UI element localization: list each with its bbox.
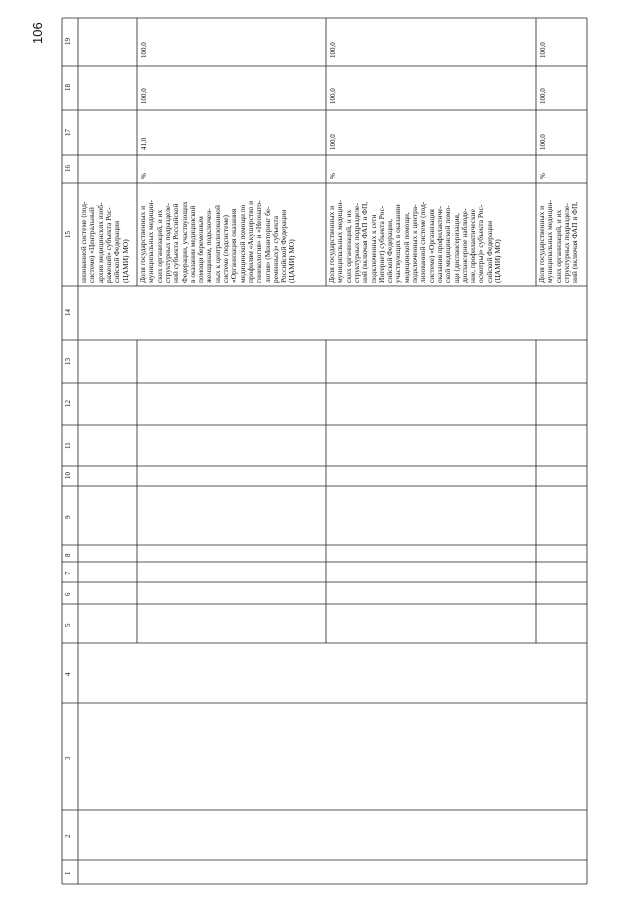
indicator-text-line: системе (подсистеме): [221, 215, 230, 283]
indicator-text-line: (ЦАМИ) МО): [120, 239, 130, 283]
page-number: 106: [30, 22, 45, 44]
indicator-text-line: женщинам, подключен-: [204, 208, 214, 283]
indicator-text-line: (ЦАМИ) МО): [493, 239, 502, 283]
indicator-text-line: медицинской помощи,: [401, 212, 411, 283]
indicator-text-line: помощи беременным: [196, 216, 206, 283]
indicator-text-line: логия» (Мониторинг бе-: [262, 206, 272, 283]
column-number: 11: [64, 441, 72, 449]
indicator-text-line: Российской Федерации: [279, 209, 289, 283]
indicator-text-line: ных к централизованной: [212, 205, 222, 283]
indicator-text-line: подключенных к сети: [368, 214, 378, 283]
indicator-text-line: щи (диспансеризация,: [451, 213, 461, 283]
column-number: 15: [64, 230, 72, 238]
indicator-text-line: Доля государственных и: [537, 205, 546, 283]
indicator-text-line: Доля государственных и: [138, 205, 147, 283]
indicator-text-line: сийской Федерации: [112, 220, 122, 283]
indicator-text-line: ских организаций, и их: [343, 209, 353, 283]
column-number: 17: [64, 128, 72, 136]
indicator-text-line: оказания профилактиче-: [434, 205, 444, 283]
unit-cell: %: [140, 173, 148, 179]
unit-cell: %: [329, 173, 337, 179]
unit-cell: %: [539, 173, 547, 179]
column-number: 18: [64, 84, 72, 91]
indicator-text-line: ской медицинской помо-: [443, 205, 453, 283]
indicator-text-line: медицинской помощи по: [237, 204, 247, 283]
column-number: 14: [64, 309, 72, 316]
column-number: 4: [64, 672, 72, 676]
column-number: 7: [64, 571, 72, 575]
value-col19: 100,0: [539, 42, 547, 58]
column-number: 9: [64, 515, 72, 519]
indicator-text-line: ний (включая ФАП и ФП,: [360, 201, 370, 283]
value-col17: 41,0: [140, 137, 148, 150]
indicator-text-line: сийской Федерации,: [385, 219, 395, 283]
column-number: 2: [64, 834, 72, 838]
indicator-text-line: участвующих в оказании: [393, 204, 403, 283]
indicator-text-line: в оказании медицинской: [187, 205, 197, 283]
indicator-text-line: ских организаций, и их: [154, 209, 164, 283]
value-col18: 100,0: [329, 88, 337, 104]
column-number: 13: [64, 357, 72, 365]
indicator-text-line: низованной системе (под-: [79, 201, 88, 283]
indicator-text-line: диспансерное наблюде-: [459, 208, 469, 283]
value-col17: 100,0: [329, 134, 337, 150]
indicator-text-line: Доля государственных и: [327, 205, 336, 283]
indicator-text-line: подключенных к центра-: [410, 204, 419, 283]
indicator-text-line: муниципальных медицин-: [335, 200, 345, 283]
indicator-text-line: муниципальных медицин-: [146, 200, 156, 283]
value-col18: 100,0: [140, 88, 148, 104]
value-col19: 100,0: [329, 42, 337, 58]
indicator-text-line: профилям «Акушерство и: [245, 200, 255, 283]
indicator-text-line: лизованной системе (под-: [418, 201, 428, 283]
indicator-text-line: Интернет) субъекта Рос-: [376, 205, 386, 283]
indicator-text-line: структурных подразделе-: [561, 203, 571, 283]
column-number: 1: [64, 871, 72, 875]
value-col17: 100,0: [539, 134, 547, 150]
indicator-text-line: (ЦАМИ) МО): [287, 239, 297, 283]
indicator-text-line: структурных подразделе-: [351, 203, 361, 283]
column-number: 16: [64, 165, 72, 172]
indicator-text-line: архив медицинских изоб-: [95, 202, 105, 283]
indicator-text-line: осмотры)» субъекта Рос-: [476, 204, 486, 283]
value-col19: 100,0: [140, 42, 148, 58]
indicator-text-line: системе) «Центральный: [87, 207, 97, 283]
indicator-text-line: ние, профилактические: [468, 209, 478, 283]
indicator-text-line: ний субъекта Российской: [171, 203, 181, 283]
indicator-text-line: муниципальных медицин-: [545, 200, 555, 283]
column-number: 5: [64, 623, 72, 627]
indicator-text-line: Федерации, участвующих: [179, 201, 189, 283]
indicator-text-line: ражений» субъекта Рос-: [103, 207, 113, 283]
value-col18: 100,0: [539, 88, 547, 104]
column-number: 6: [64, 592, 72, 596]
indicator-text-line: ских организаций, и их: [553, 209, 563, 283]
column-number: 8: [64, 553, 72, 557]
indicator-text-line: гинекология» и «Неонато-: [254, 200, 264, 283]
indicator-text-line: ний (включая ФАП и ФП,: [570, 201, 580, 283]
column-number: 10: [64, 472, 72, 479]
indicator-text-line: «Организация оказания: [229, 208, 239, 283]
indicator-text-line: ременных)» субъекта: [270, 215, 280, 283]
column-number: 19: [64, 38, 72, 45]
column-number: 3: [64, 756, 72, 760]
column-number: 12: [64, 400, 72, 407]
indicator-text-line: структурных подразделе-: [162, 203, 172, 283]
indicator-text-line: сийской Федерации: [484, 220, 494, 283]
indicator-text-line: системе) «Организация: [426, 209, 436, 283]
